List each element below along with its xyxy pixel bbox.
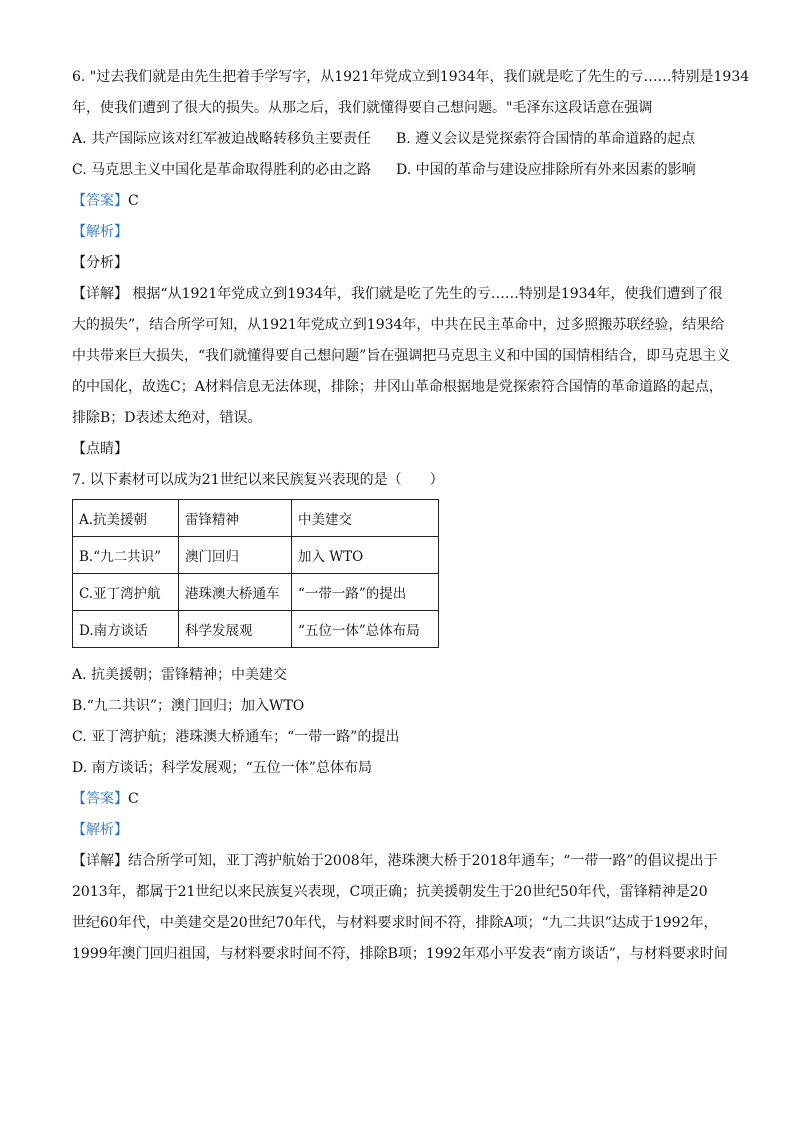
- table-cell: 澳门回归: [179, 537, 292, 574]
- q6-detail-line3: 中共带来巨大损失，“我们就懂得要自己想问题”旨在强调把马克思主义和中国的国情相结合，即马克思主义: [72, 348, 731, 364]
- q6-fenxi-heading: [72, 248, 732, 279]
- table-cell: 科学发展观: [179, 611, 292, 648]
- q6-analysis-heading: [72, 217, 732, 248]
- q6-fenxi-tag: 【分析】: [72, 255, 128, 271]
- table-row: [73, 500, 439, 537]
- q6-analysis-tag: 【解析】: [72, 224, 128, 240]
- q7-detail-line4: 1999年澳门回归祖国，与材料要求时间不符，排除B项；1992年邓小平发表“南方谈话”，与材料要求时间: [72, 946, 728, 962]
- q7-answer-tag: 【答案】: [72, 791, 128, 807]
- q6-detail-line2: 大的损失”，结合所学可知，从1921年党成立到1934年，中共在民主革命中，过多照搬苏联经验，结果给: [72, 317, 725, 333]
- q7-option-a: A. 抗美援朝；雷锋精神；中美建交: [72, 667, 288, 683]
- q7-analysis-tag: 【解析】: [72, 822, 128, 838]
- q6-answer-tag: 【答案】: [72, 193, 128, 209]
- q6-dianjing-tag: 【点睛】: [72, 441, 128, 457]
- q6-detail-tag: 【详解】: [72, 286, 128, 302]
- q6-detail-line4: 的中国化，故选C；A材料信息无法体现，排除；井冈山革命根据地是党探索符合国情的革命道路的起点，: [72, 379, 723, 395]
- q7-material-table: [72, 499, 439, 648]
- q6-answer-value: C: [128, 193, 139, 209]
- q7-detail-line2: 2013年，都属于21世纪以来民族复兴表现，C项正确；抗美援朝发生于20世纪50年代，雷锋精神是20: [72, 884, 708, 900]
- table-row: [73, 537, 439, 574]
- q6-option-b: B. 遵义会议是党探索符合国情的革命道路的起点: [396, 131, 696, 147]
- table-cell: 港珠澳大桥通车: [179, 574, 292, 611]
- table-cell: “五位一体”总体布局: [292, 611, 439, 648]
- q6-options-row1: [72, 124, 732, 155]
- q7-detail-tag: 【详解】: [72, 853, 128, 869]
- table-cell: 中美建交: [292, 500, 439, 537]
- table-row: [73, 611, 439, 648]
- q7-analysis-heading: [72, 815, 732, 846]
- q7-detail-line1: [72, 846, 732, 877]
- q6-detail-text-1: 根据“从1921年党成立到1934年，我们就是吃了先生的亏……特别是1934年，使我们遭到了很: [132, 286, 723, 302]
- q6-detail-line1: [72, 279, 732, 310]
- table-cell: 雷锋精神: [179, 500, 292, 537]
- q7-option-b: B.“九二共识”；澳门回归；加入WTO: [72, 698, 305, 714]
- table-cell: A.抗美援朝: [73, 500, 179, 537]
- table-row: [73, 574, 439, 611]
- q7-option-d: D. 南方谈话；科学发展观；“五位一体”总体布局: [72, 760, 372, 776]
- q6-option-c: C. 马克思主义中国化是革命取得胜利的必由之路: [72, 162, 372, 178]
- q6-options-row2: [72, 155, 732, 186]
- q7-detail-line3: 世纪60年代，中美建交是20世纪70年代，与材料要求时间不符，排除A项；“九二共识”达成于1992年，: [72, 915, 718, 931]
- table-cell: 加入 WTO: [292, 537, 439, 574]
- q6-stem-line1: 6. "过去我们就是由先生把着手学写字，从1921年党成立到1934年，我们就是吃了先生的亏……特别是1934: [72, 69, 750, 85]
- q7-answer: [72, 784, 732, 815]
- table-cell: D.南方谈话: [73, 611, 179, 648]
- q7-detail-text-1: 结合所学可知，亚丁湾护航始于2008年，港珠澳大桥于2018年通车；“一带一路”的倡议提出于: [128, 853, 718, 869]
- q7-answer-value: C: [128, 791, 139, 807]
- table-cell: B.“九二共识”: [73, 537, 179, 574]
- table-cell: C.亚丁湾护航: [73, 574, 179, 611]
- table-cell: “一带一路”的提出: [292, 574, 439, 611]
- q6-answer: [72, 186, 732, 217]
- q6-stem-line2: 年，使我们遭到了很大的损失。从那之后，我们就懂得要自己想问题。"毛泽东这段话意在强调: [72, 100, 653, 116]
- document-page: [72, 62, 750, 970]
- q7-stem: 7. 以下素材可以成为21世纪以来民族复兴表现的是（ ）: [72, 472, 444, 488]
- q6-option-d: D. 中国的革命与建设应排除所有外来因素的影响: [396, 162, 696, 178]
- q7-option-c: C. 亚丁湾护航；港珠澳大桥通车；“一带一路”的提出: [72, 729, 400, 745]
- q6-dianjing-heading: [72, 434, 732, 465]
- q6-detail-line5: 排除B；D表述太绝对，错误。: [72, 410, 262, 426]
- q6-option-a: A. 共产国际应该对红军被迫战略转移负主要责任: [72, 131, 372, 147]
